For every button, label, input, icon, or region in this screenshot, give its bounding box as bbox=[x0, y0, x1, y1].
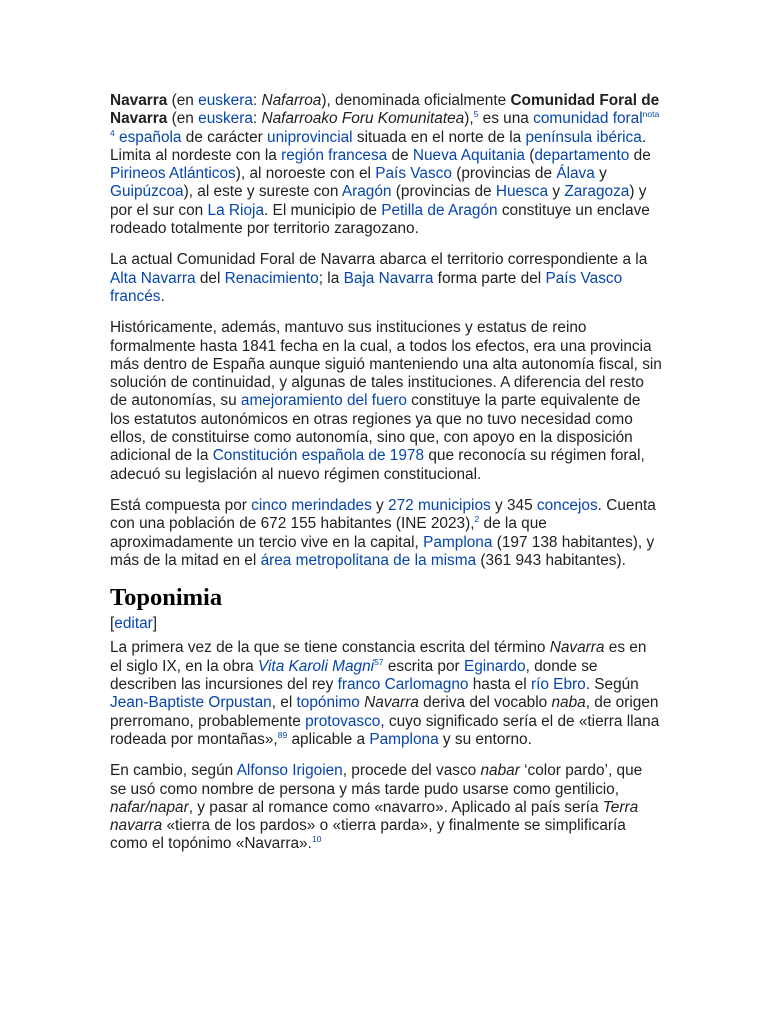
italic-term: Nafarroa bbox=[261, 92, 322, 109]
link-region-francesa[interactable]: región francesa bbox=[281, 146, 388, 164]
text-run: hasta el bbox=[468, 676, 531, 694]
link-carlomagno[interactable]: Carlomagno bbox=[384, 676, 469, 694]
link-protovasco[interactable]: protovasco bbox=[305, 712, 381, 730]
ref-10[interactable]: 10 bbox=[311, 834, 322, 845]
link-euskera[interactable]: euskera bbox=[198, 92, 253, 109]
text-run: y bbox=[548, 183, 565, 201]
text-run: : bbox=[252, 92, 262, 109]
link-rio-ebro[interactable]: río Ebro bbox=[530, 676, 586, 694]
text-run: que reconocía su régimen foral, adecuó su legislación al nuevo régimen constitucional. bbox=[110, 447, 645, 483]
ref-5[interactable]: 5 bbox=[473, 109, 479, 120]
intro-paragraph-4 bbox=[110, 497, 662, 570]
text-run: escrita por bbox=[383, 657, 464, 675]
link-baja-navarra[interactable]: Baja Navarra bbox=[343, 269, 434, 287]
text-run: . Cuenta con una población de 672 155 habitantes (INE 2023), bbox=[110, 496, 656, 533]
text-run: La primera vez de la que se tiene constancia escrita del término bbox=[110, 639, 550, 657]
text-run: constituye un enclave rodeado totalmente por territorio zaragozano. bbox=[110, 201, 650, 238]
link-renacimiento[interactable]: Renacimiento bbox=[224, 269, 319, 287]
toponimia-paragraph-1 bbox=[110, 639, 662, 749]
italic-term: Terra navarra bbox=[110, 798, 639, 835]
text-run: (en bbox=[167, 92, 199, 109]
link-alfonso-irigoien[interactable]: Alfonso Irigoien bbox=[236, 762, 343, 780]
text-run: ‘color pardo’, que se usó como nombre de persona y más tarde pudo usarse como gentilicio, bbox=[110, 762, 643, 798]
link-huesca[interactable]: Huesca bbox=[495, 183, 549, 201]
link-alta-navarra[interactable]: Alta Navarra bbox=[110, 269, 196, 287]
link-orpustan[interactable]: Jean-Baptiste Orpustan bbox=[110, 694, 272, 712]
text-run: constituye la parte equivalente de los estatutos autonómicos en otras regiones ya que no tuvo necesidad como ellos, de constituirse como autonomía, sino que, con apoyo en la disposición adicional de la bbox=[110, 392, 641, 465]
italic-term: nafar/napar bbox=[110, 798, 189, 816]
link-euskera-2[interactable]: euskera bbox=[198, 110, 253, 128]
article-content bbox=[110, 92, 662, 867]
text-run: ( bbox=[524, 146, 535, 164]
text-run: , procede del vasco bbox=[342, 762, 481, 780]
intro-paragraph-2 bbox=[110, 251, 662, 306]
text-run: La actual Comunidad Foral de Navarra abarca el territorio correspondiente a la bbox=[110, 251, 648, 269]
text-run: . bbox=[160, 287, 165, 305]
link-alava[interactable]: Álava bbox=[556, 165, 595, 183]
link-vita-karoli-magni[interactable]: Vita Karoli Magni bbox=[258, 657, 375, 675]
text-run: situada en el norte de la bbox=[352, 128, 526, 146]
link-guipuzcoa[interactable]: Guipúzcoa bbox=[110, 183, 184, 201]
link-toponimo[interactable]: topónimo bbox=[296, 694, 360, 712]
link-peninsula-iberica[interactable]: península ibérica bbox=[525, 128, 642, 146]
text-run: ), al este y sureste con bbox=[183, 183, 342, 201]
text-run: y bbox=[371, 496, 389, 514]
link-constitucion-1978[interactable]: Constitución española de 1978 bbox=[212, 447, 425, 465]
text-run: ), denominada oficialmente bbox=[321, 92, 511, 109]
text-run: . El municipio de bbox=[264, 201, 382, 219]
ref-2[interactable]: 2 bbox=[474, 514, 480, 525]
ref-nota-4[interactable]: nota 4 bbox=[110, 109, 660, 138]
link-nueva-aquitania[interactable]: Nueva Aquitania bbox=[412, 146, 525, 164]
section-heading-toponimia: Toponimia bbox=[110, 584, 223, 612]
reference-marker bbox=[278, 730, 287, 740]
text-run: . Limita al nordeste con la bbox=[110, 128, 647, 164]
text-run: ; la bbox=[318, 269, 344, 287]
link-franco[interactable]: franco bbox=[337, 676, 381, 694]
link-eginardo[interactable]: Eginardo bbox=[463, 657, 526, 675]
text-run: : bbox=[252, 110, 262, 128]
link-pamplona-2[interactable]: Pamplona bbox=[369, 730, 439, 748]
text-run: es en el siglo IX, en la obra bbox=[110, 639, 647, 675]
text-run: , donde se describen las incursiones del rey bbox=[110, 657, 598, 694]
link-pamplona[interactable]: Pamplona bbox=[423, 533, 493, 551]
italic-term: Nafarroako Foru Komunitatea bbox=[261, 110, 465, 128]
link-amejoramiento-del-fuero[interactable]: amejoramiento del fuero bbox=[240, 392, 407, 410]
link-petilla-de-aragon[interactable]: Petilla de Aragón bbox=[381, 201, 498, 219]
text-run: «tierra de los pardos» o «tierra parda», y finalmente se simplificaría como el topónimo «Navarra». bbox=[110, 817, 626, 853]
link-concejos[interactable]: concejos bbox=[536, 496, 598, 514]
italic-term: Navarra bbox=[549, 639, 605, 657]
text-run: (197 138 habitantes), y más de la mitad en el bbox=[110, 533, 655, 569]
text-run: ) y por el sur con bbox=[110, 183, 647, 219]
ref-89[interactable]: 89 bbox=[277, 729, 288, 740]
italic-term: naba bbox=[551, 694, 586, 712]
text-run: deriva del vocablo bbox=[418, 694, 552, 712]
reference-marker bbox=[312, 834, 321, 844]
toponimia-paragraph-2 bbox=[110, 762, 662, 853]
italic-term: Navarra bbox=[364, 694, 419, 712]
intro-paragraph-3 bbox=[110, 319, 662, 484]
link-comunidad-foral[interactable]: comunidad foral bbox=[533, 110, 643, 128]
edit-link[interactable]: editar bbox=[114, 615, 153, 633]
text-run: (361 943 habitantes). bbox=[476, 551, 626, 569]
edit-bracket-close: ] bbox=[152, 615, 158, 633]
text-run: , cuyo significado sería el de «tierra llana rodeada por montañas», bbox=[110, 712, 660, 748]
link-pirineos-atlanticos[interactable]: Pirineos Atlánticos bbox=[110, 165, 236, 183]
link-pais-vasco-frances[interactable]: País Vasco francés bbox=[110, 269, 623, 305]
text-run: y 345 bbox=[490, 496, 537, 514]
text-run: , de origen prerromano, probablemente bbox=[110, 694, 659, 730]
text-run: de la que aproximadamente un tercio vive en la capital, bbox=[110, 515, 547, 551]
text-run: , y pasar al romance como «navarro». Aplicado al país sería bbox=[188, 798, 603, 816]
italic-term: nabar bbox=[480, 762, 520, 780]
text-run: de bbox=[629, 146, 651, 164]
text-run: es una bbox=[478, 110, 534, 128]
link-272-municipios[interactable]: 272 municipios bbox=[388, 496, 491, 514]
text-run: (provincias de bbox=[451, 165, 557, 183]
ref-57[interactable]: 57 bbox=[374, 656, 384, 667]
link-area-metropolitana[interactable]: área metropolitana de la misma bbox=[260, 551, 477, 569]
text-run: del bbox=[195, 269, 225, 287]
bold-term: Comunidad Foral de Navarra bbox=[110, 92, 660, 128]
text-run: de bbox=[387, 146, 413, 164]
link-zaragoza[interactable]: Zaragoza bbox=[564, 183, 630, 201]
intro-paragraph-1 bbox=[110, 92, 662, 238]
bold-term: Navarra bbox=[110, 92, 168, 109]
text-run: Históricamente, además, mantuvo sus instituciones y estatus de reino formalmente hasta 1841 fecha en la cual, a todos los efectos, era una provincia más dentro de España aunque siguió manteniendo una alta autonomía fiscal, sin solución de continuidad, y algunas de tales instituciones. A diferencia del resto de autonomías, su bbox=[110, 319, 662, 410]
text-run: de carácter bbox=[181, 128, 268, 146]
link-departamento[interactable]: departamento bbox=[534, 146, 630, 164]
text-run: Está compuesta por bbox=[110, 496, 252, 514]
link-cinco-merindades[interactable]: cinco merindades bbox=[251, 496, 372, 514]
edit-bracket-open: [ bbox=[110, 615, 115, 633]
link-espanola[interactable]: española bbox=[119, 128, 182, 146]
text-run: forma parte del bbox=[433, 269, 546, 287]
text-run: y bbox=[594, 165, 607, 183]
text-run: En cambio, según bbox=[110, 762, 237, 780]
text-run: ), al noroeste con el bbox=[235, 165, 376, 183]
text-run: (provincias de bbox=[391, 183, 496, 201]
link-uniprovincial[interactable]: uniprovincial bbox=[267, 128, 353, 146]
text-run: , el bbox=[271, 694, 297, 712]
text-run: ), bbox=[464, 110, 474, 128]
link-aragon[interactable]: Aragón bbox=[341, 183, 392, 201]
link-pais-vasco[interactable]: País Vasco bbox=[375, 165, 452, 183]
text-run: . Según bbox=[585, 676, 639, 694]
text-run: (en bbox=[167, 110, 199, 128]
link-la-rioja[interactable]: La Rioja bbox=[207, 201, 264, 219]
text-run: y su entorno. bbox=[438, 730, 532, 748]
reference-marker bbox=[374, 657, 383, 667]
text-run: aplicable a bbox=[287, 730, 370, 748]
edit-section bbox=[110, 615, 662, 633]
